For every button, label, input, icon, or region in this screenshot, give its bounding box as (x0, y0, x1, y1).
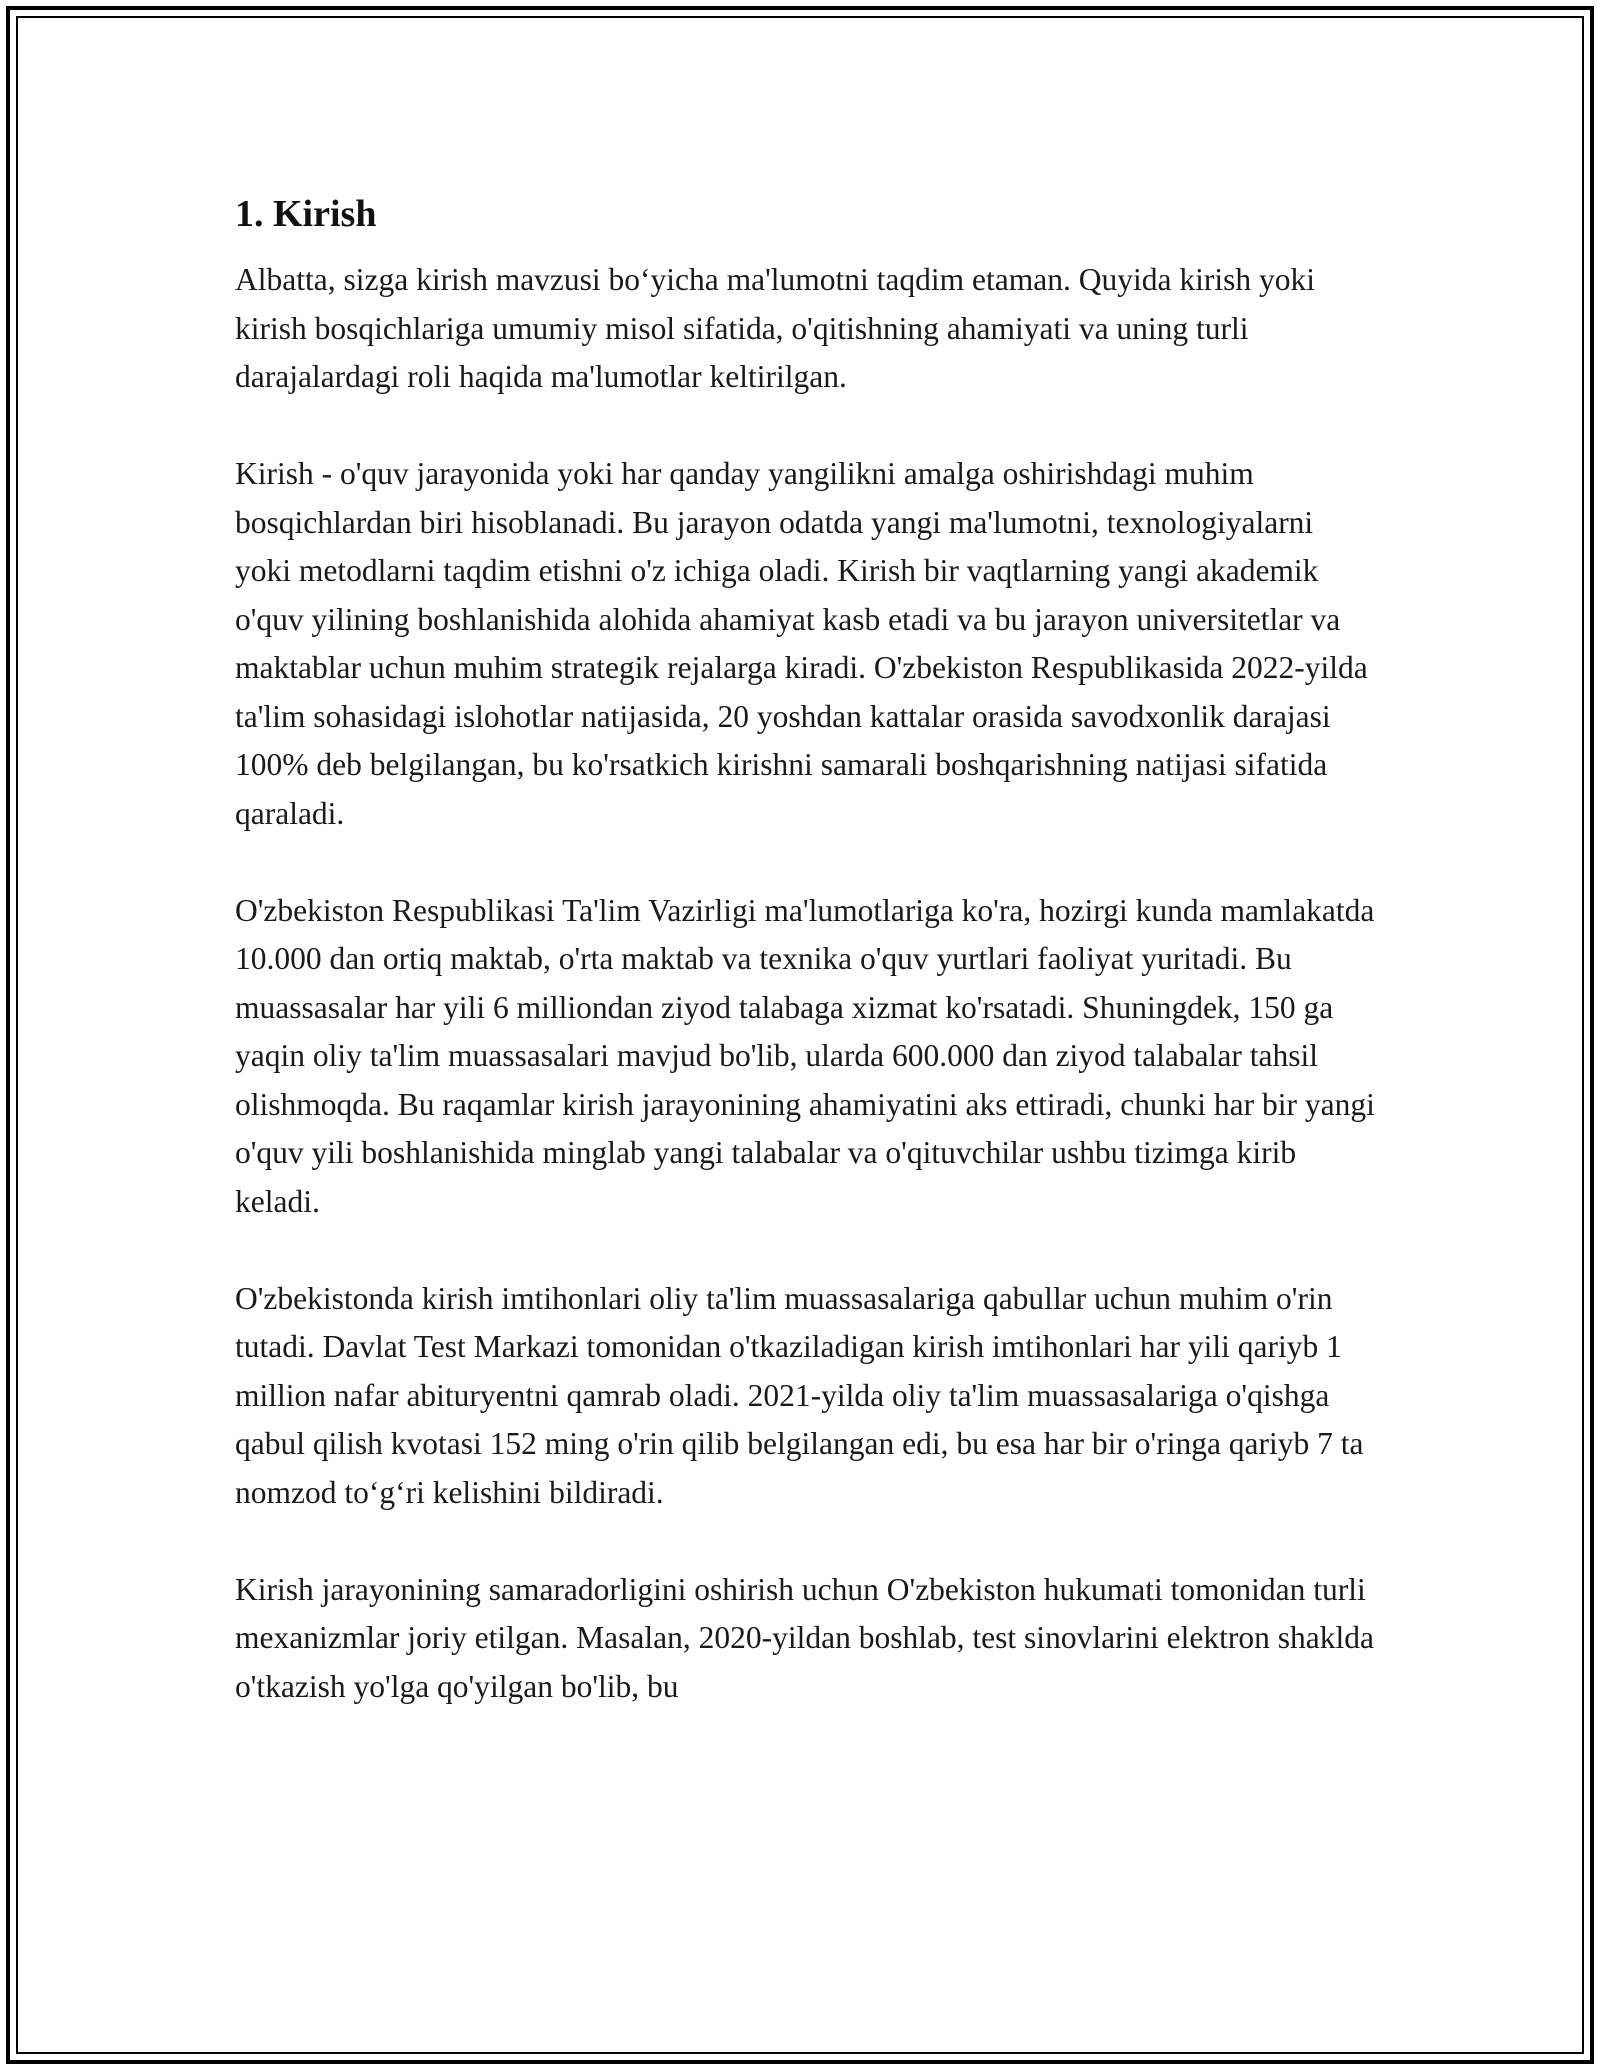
paragraph-intro: Albatta, sizga kirish mavzusi bo‘yicha ma'lumotni taqdim etaman. Quyida kirish yoki kirish bosqichlariga umumiy misol sifatida, o'qitishning ahamiyati va uning turli darajalardagi roli haqida ma'lumotlar keltirilgan. (235, 262, 1315, 394)
section-heading: 1. Kirish (235, 193, 377, 235)
paragraph-statistics: O'zbekiston Respublikasi Ta'lim Vazirligi ma'lumotlariga ko'ra, hozirgi kunda mamlakatda 10.000 dan ortiq maktab, o'rta maktab va texnika o'quv yurtlari faoliyat yuritadi. Bu muassasalar har yili 6 milliondan ziyod talabaga xizmat ko'rsatadi. Shuningdek, 150 ga yaqin oliy ta'lim muassasalari mavjud bo'lib, ularda 600.000 dan ziyod talabalar tahsil olishmoqda. Bu raqamlar kirish jarayonining ahamiyatini aks ettiradi, chunki har bir yangi o'quv yili boshlanishida minglab yangi talabalar va o'qituvchilar ushbu tizimga kirib keladi. (235, 892, 1375, 1219)
document-body (235, 188, 1375, 1711)
paragraph-definition: Kirish - o'quv jarayonida yoki har qanday yangilikni amalga oshirishdagi muhim bosqichlardan biri hisoblanadi. Bu jarayon odatda yangi ma'lumotni, texnologiyalarni yoki metodlarni taqdim etishni o'z ichiga oladi. Kirish bir vaqtlarning yangi akademik o'quv yilining boshlanishida alohida ahamiyat kasb etadi va bu jarayon universitetlar va maktablar uchun muhim strategik rejalarga kiradi. O'zbekiston Respublikasida 2022-yilda ta'lim sohasidagi islohotlar natijasida, 20 yoshdan kattalar orasida savodxonlik darajasi 100% deb belgilangan, bu ko'rsatkich kirishni samarali boshqarishning natijasi sifatida qaraladi. (235, 456, 1368, 831)
paragraph-mechanisms: Kirish jarayonining samaradorligini oshirish uchun O'zbekiston hukumati tomonidan turli mexanizmlar joriy etilgan. Masalan, 2020-yildan boshlab, test sinovlarini elektron shaklda o'tkazish yo'lga qo'yilgan bo'lib, bu (235, 1571, 1374, 1704)
paragraph-entrance-exams: O'zbekistonda kirish imtihonlari oliy ta'lim muassasalariga qabullar uchun muhim o'rin tutadi. Davlat Test Markazi tomonidan o'tkaziladigan kirish imtihonlari har yili qariyb 1 million nafar abituryentni qamrab oladi. 2021-yilda oliy ta'lim muassasalariga o'qishga qabul qilish kvotasi 152 ming o'rin qilib belgilangan edi, bu esa har bir o'ringa qariyb 7 ta nomzod to‘g‘ri kelishini bildiradi. (235, 1280, 1364, 1510)
